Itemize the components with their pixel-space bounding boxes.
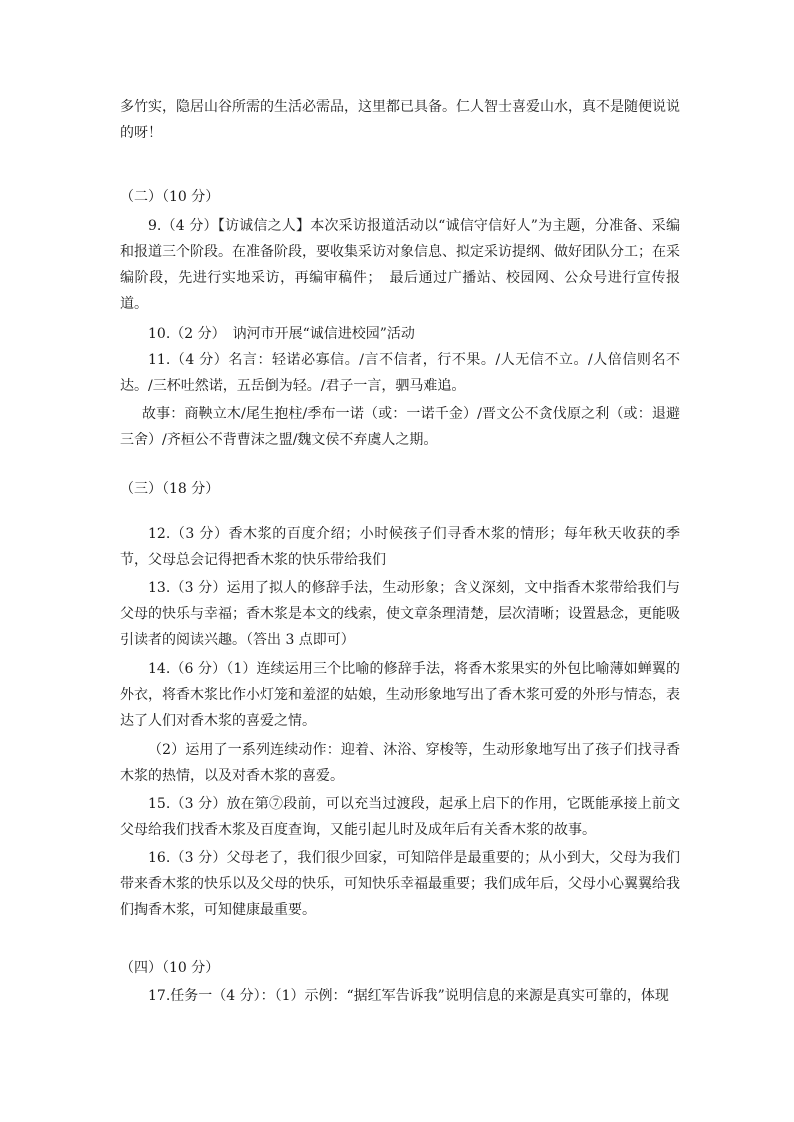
answer-17: 17.任务一（4 分）：（1）示例：“据红军告诉我”说明信息的来源是真实可靠的，体现 (148, 988, 669, 1004)
answer-14-part-1: 14.（6 分）（1）连续运用三个比喻的修辞手法，将香木浆果实的外包比喻薄如蝉翼的外衣，将香木浆比作小灯笼和羞涩的姑娘，生动形象地写出了香木浆可爱的外形与情态，表达了人们对香木浆的喜爱之情。 (120, 661, 680, 729)
section-4-heading: （四）（10 分） (120, 960, 220, 976)
answer-11-stories: 故事：商鞅立木/尾生抱柱/季布一诺（或：一诺千金）/晋文公不贪伐原之利（或：退避三舍）/齐桓公不背曹沫之盟/魏文侯不弃虞人之期。 (120, 406, 680, 448)
answer-13: 13.（3 分）运用了拟人的修辞手法，生动形象；含义深刻，文中指香木浆带给我们与父母的快乐与幸福；香木浆是本文的线索，使文章条理清楚，层次清晰；设置悬念，更能吸引读者的阅读兴趣。（答出 3 点即可） (120, 580, 680, 648)
answer-14-part-2: （2）运用了一系列连续动作：迎着、沐浴、穿梭等，生动形象地写出了孩子们找寻香木浆的热情，以及对香木浆的喜爱。 (120, 742, 680, 784)
answer-11-quotes: 11.（4 分）名言：轻诺必寡信。/言不信者，行不果。/人无信不立。/人倍信则名不达。/三杯吐然诺，五岳倒为轻。/君子一言，驷马难追。 (120, 352, 680, 394)
section-3-heading: （三）（18 分） (120, 481, 220, 497)
answer-12: 12.（3 分）香木浆的百度介绍；小时候孩子们寻香木浆的情形；每年秋天收获的季节，父母总会记得把香木浆的快乐带给我们 (120, 526, 680, 568)
answer-15: 15.（3 分）放在第⑦段前，可以充当过渡段，起承上启下的作用，它既能承接上前文父母给我们找香木浆及百度查询，又能引起儿时及成年后有关香木浆的故事。 (120, 796, 680, 838)
answer-10: 10.（2 分） 讷河市开展“诚信进校园”活动 (148, 326, 415, 342)
answer-16: 16.（3 分）父母老了，我们很少回家，可知陪伴是最重要的；从小到大，父母为我们带来香木浆的快乐以及父母的快乐，可知快乐幸福最重要；我们成年后，父母小心翼翼给我们掏香木浆，可知健康最重要。 (120, 850, 680, 918)
section-2-heading: （二）（10 分） (120, 189, 220, 205)
intro-paragraph: 多竹实，隐居山谷所需的生活必需品，这里都已具备。仁人智士喜爱山水，真不是随便说说的呀！ (120, 99, 680, 141)
answer-9: 9.（4 分）【访诚信之人】本次采访报道活动以“诚信守信好人”为主题，分准备、采编和报道三个阶段。在准备阶段，要收集采访对象信息、拟定采访提纲、做好团队分工；在采编阶段，先进行实地采访，再编审稿件； 最后通过广播站、校园网、公众号进行宣传报道。 (120, 218, 680, 312)
